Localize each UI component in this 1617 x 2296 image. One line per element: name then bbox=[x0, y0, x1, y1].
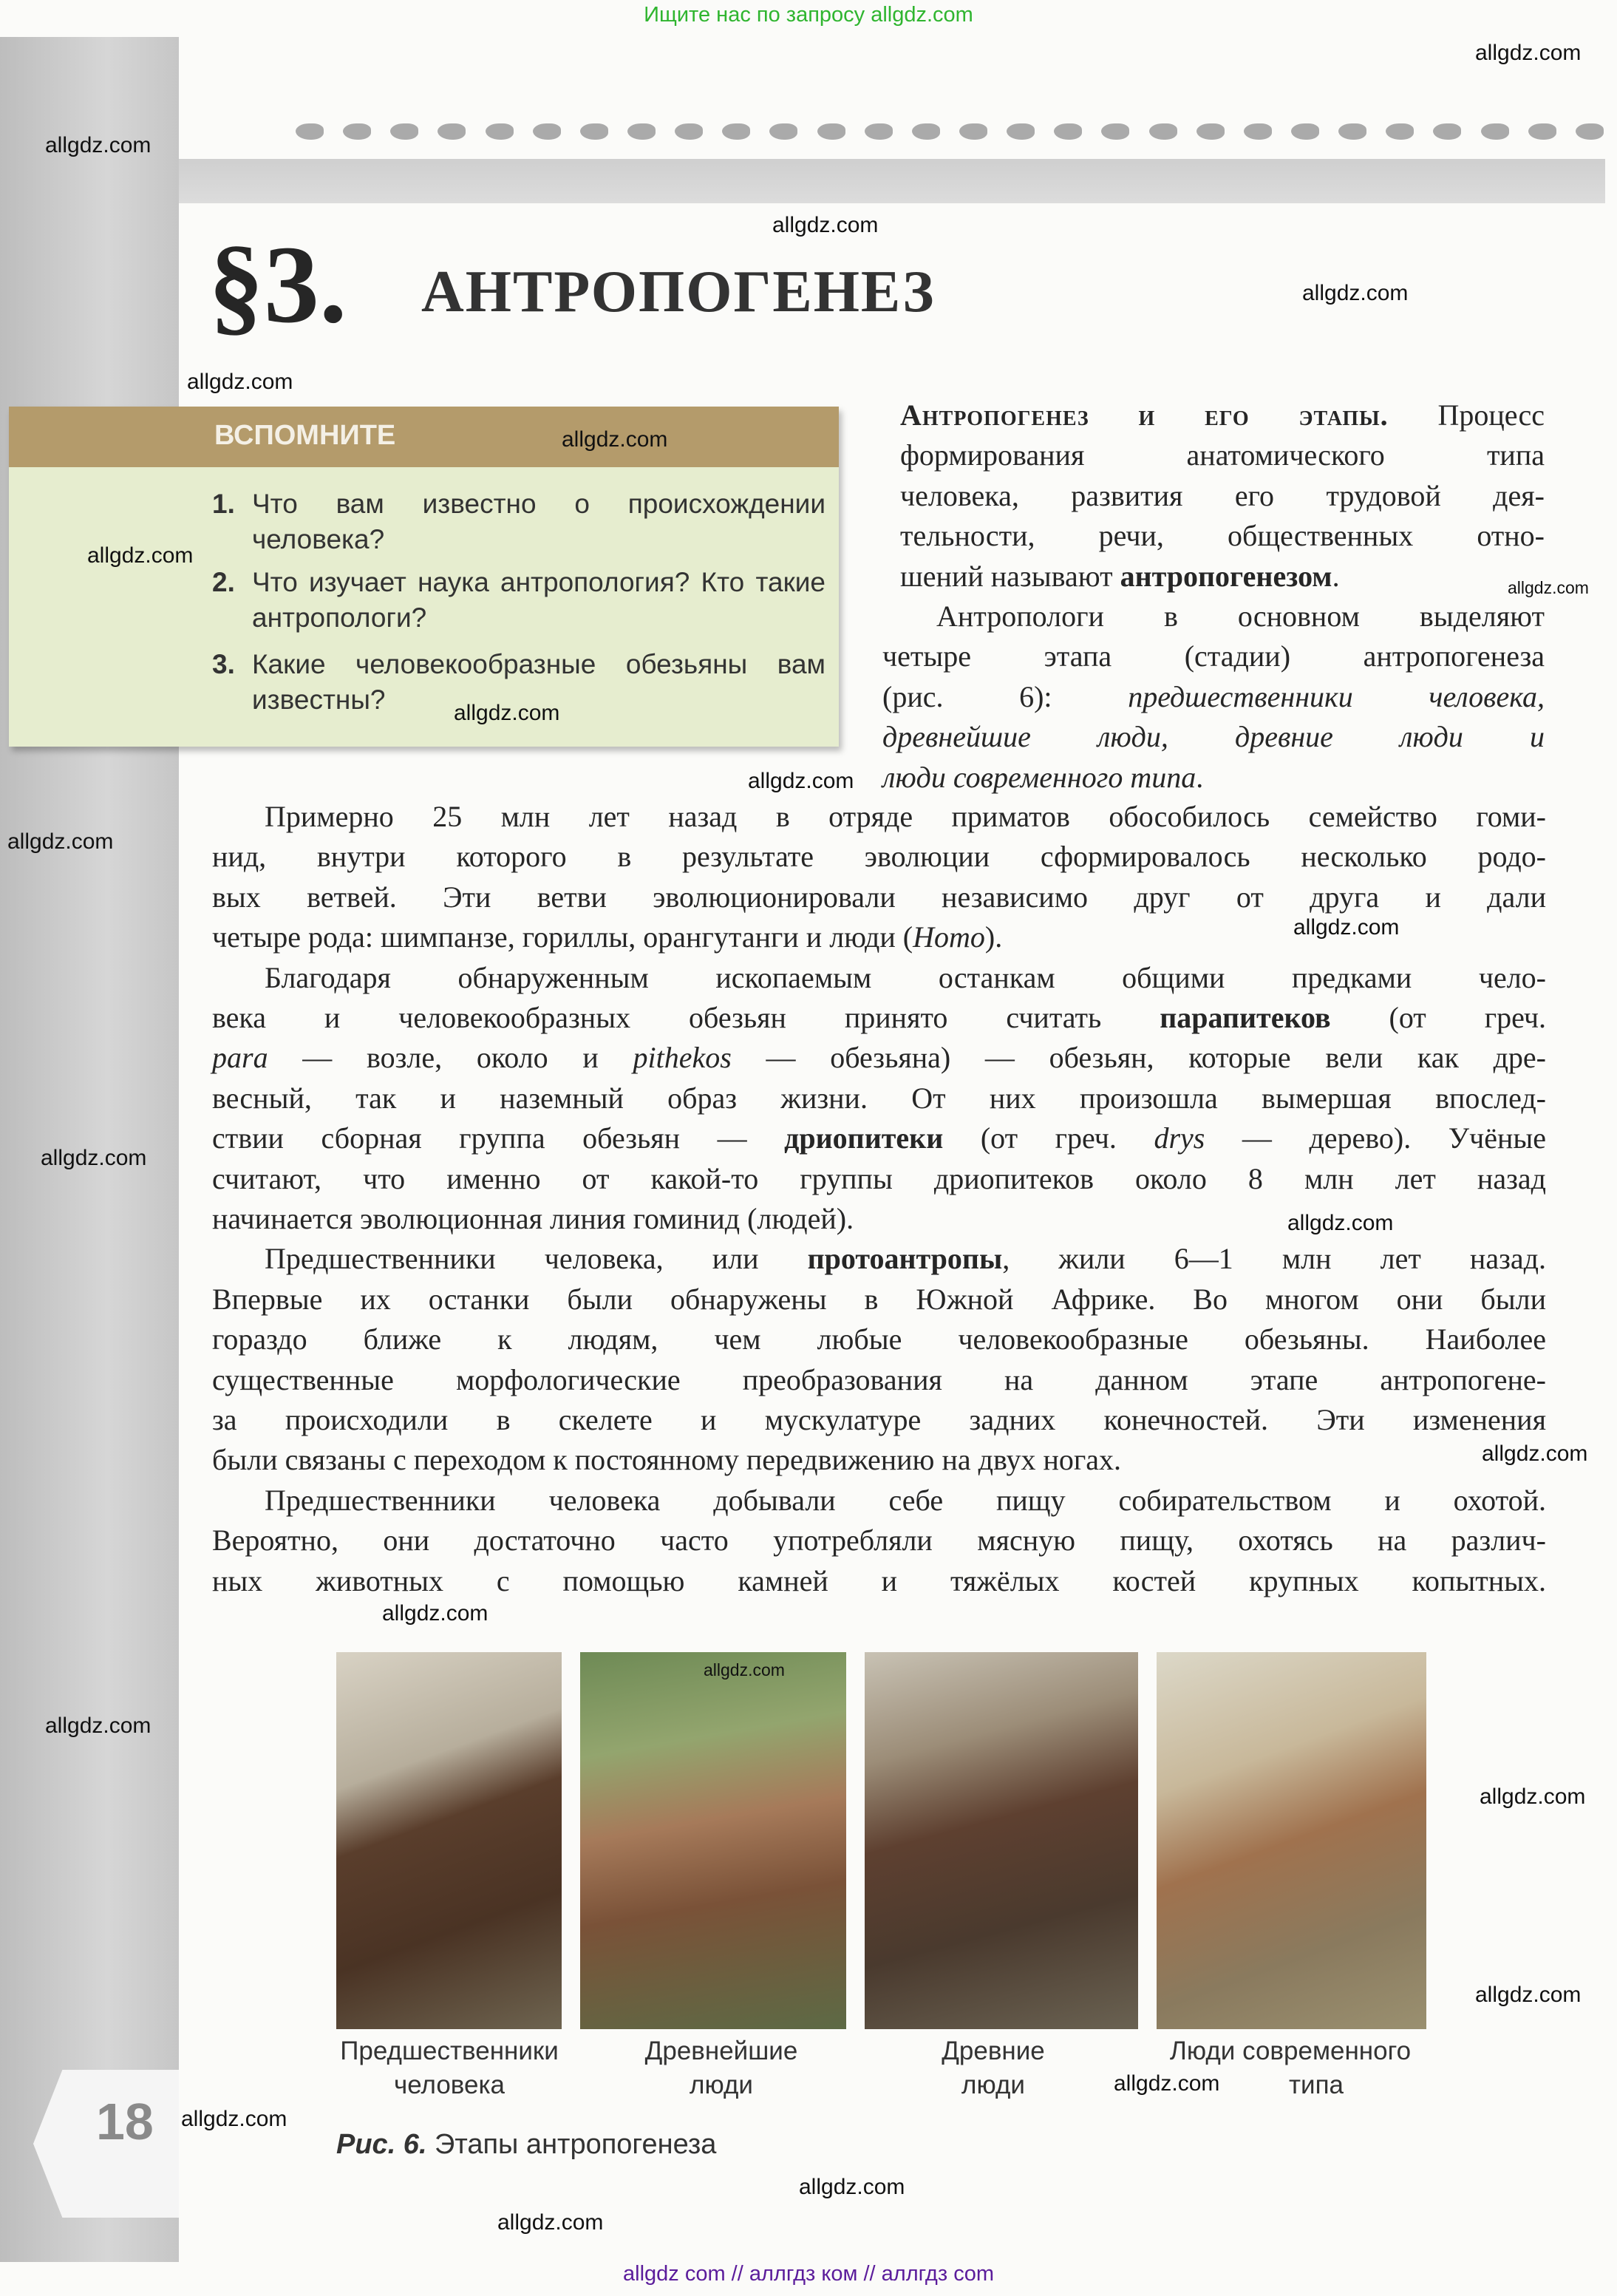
text-segment: Предшественники человека добывали себе пищу собирательством и охотой. bbox=[265, 1483, 1546, 1517]
text-segment: — возле, около и bbox=[268, 1041, 633, 1075]
text-line bbox=[882, 758, 1545, 798]
italic-term: люди современного типа bbox=[882, 760, 1196, 794]
watermark: allgdz.com bbox=[45, 1713, 152, 1738]
text-line bbox=[212, 1319, 1546, 1359]
watermark: allgdz.com bbox=[1287, 1211, 1394, 1235]
text-line bbox=[212, 1280, 1546, 1319]
watermark: allgdz.com bbox=[1293, 915, 1400, 940]
text-segment: считают, что именно от какой-то группы дриопитеков около 8 млн лет назад bbox=[212, 1161, 1546, 1195]
caption-predecessors: Предшественники человека bbox=[340, 2037, 559, 2099]
text-segment: Антропологи в основном выделяют bbox=[936, 600, 1545, 633]
text-segment: ). bbox=[984, 920, 1003, 954]
italic-term: Homo bbox=[913, 920, 985, 954]
watermark: allgdz.com bbox=[187, 370, 293, 394]
site-footer: allgdz com // аллгдз ком // аллгдз com bbox=[623, 2262, 994, 2286]
watermark: allgdz.com bbox=[1475, 1983, 1582, 2007]
text-segment: были связаны с переходом к постоянному передвижению на двух ногах. bbox=[212, 1443, 1122, 1477]
figure-title: Этапы антропогенеза bbox=[426, 2129, 717, 2160]
text-line bbox=[882, 677, 1545, 717]
watermark: allgdz.com bbox=[1480, 1784, 1586, 1809]
text-segment: гораздо ближе к людям, чем любые человекообразные обезьяны. Наиболее bbox=[212, 1322, 1546, 1356]
text-line bbox=[212, 1360, 1546, 1400]
text-line bbox=[900, 395, 1545, 435]
text-segment: . bbox=[1332, 559, 1340, 593]
text-line bbox=[212, 1440, 1546, 1480]
text-segment: шений называют bbox=[900, 559, 1120, 593]
text-segment: вых ветвей. Эти ветви эволюционировали независимо друг от друга и дали bbox=[212, 880, 1546, 914]
page-number: 18 bbox=[96, 2093, 154, 2150]
figure-label: Рис. 6. bbox=[336, 2129, 427, 2160]
watermark: allgdz.com bbox=[772, 213, 879, 237]
text-segment: нид, внутри которого в результате эволюции сформировалось несколько родо- bbox=[212, 840, 1546, 874]
watermark: allgdz.com bbox=[1482, 1441, 1588, 1466]
text-segment: Впервые их останки были обнаружены в Южной Африке. Во многом они были bbox=[212, 1282, 1546, 1316]
question-text: Что изучает наука антропология? Кто такие антропологи? bbox=[252, 567, 825, 633]
watermark: allgdz.com bbox=[454, 701, 560, 725]
watermark: allgdz.com bbox=[382, 1601, 488, 1626]
text-segment: Предшественники человека, или bbox=[265, 1242, 808, 1276]
bold-term: протоантропы bbox=[807, 1242, 1003, 1276]
caption-modern: Люди современного типа bbox=[1169, 2037, 1412, 2099]
text-segment: (от греч. bbox=[943, 1121, 1154, 1155]
italic-term: предшественники человека, bbox=[1128, 679, 1545, 713]
text-segment: за происходили в скелете и мускулатуре задних конечностей. Эти изменения bbox=[212, 1403, 1546, 1436]
subsection-heading: Антропогенез и его этапы. bbox=[900, 398, 1438, 432]
watermark: allgdz.com bbox=[41, 1146, 147, 1170]
text-segment: Примерно 25 млн лет назад в отряде приматов обособилось семейство гоми- bbox=[265, 800, 1546, 833]
text-line bbox=[882, 717, 1545, 757]
figure-caption bbox=[336, 2129, 716, 2161]
bold-term: антропогенезом bbox=[1120, 559, 1332, 593]
watermark: allgdz.com bbox=[1302, 281, 1409, 305]
section-number: §3. bbox=[208, 223, 347, 346]
question-number: 1. bbox=[212, 489, 235, 519]
watermark: allgdz.com bbox=[181, 2107, 287, 2131]
text-line bbox=[900, 476, 1545, 516]
image-ancient-people bbox=[865, 1652, 1138, 2029]
text-segment: существенные морфологические преобразования на данном этапе антропогене- bbox=[212, 1362, 1546, 1396]
question-item bbox=[212, 486, 825, 557]
watermark: allgdz.com bbox=[748, 769, 854, 793]
text-segment: — дерево). Учёные bbox=[1205, 1121, 1546, 1155]
remember-header bbox=[9, 407, 839, 467]
text-line bbox=[265, 1481, 1546, 1521]
text-line bbox=[900, 516, 1545, 556]
text-segment: (рис. 6): bbox=[882, 679, 1129, 713]
site-banner: Ищите нас по запросу allgdz.com bbox=[644, 3, 973, 27]
text-segment: четыре этапа (стадии) антропогенеза bbox=[882, 639, 1545, 673]
watermark: allgdz.com bbox=[562, 427, 668, 452]
text-segment: весный, так и наземный образ жизни. От них произошла вымершая впослед- bbox=[212, 1081, 1546, 1115]
text-segment: , жили 6—1 млн лет назад. bbox=[1002, 1242, 1546, 1276]
text-segment: — обезьяна) — обезьян, которые вели как дре- bbox=[731, 1041, 1547, 1075]
text-line bbox=[212, 1561, 1546, 1601]
image-earliest-people bbox=[580, 1652, 846, 2029]
bold-term: парапитеков bbox=[1160, 1001, 1331, 1034]
text-segment: четыре рода: шимпанзе, гориллы, орангутанги и люди ( bbox=[212, 920, 913, 954]
text-line bbox=[212, 1118, 1546, 1158]
watermark: allgdz.com bbox=[87, 543, 194, 568]
text-segment: Благодаря обнаруженным ископаемым останкам общими предками чело- bbox=[265, 960, 1546, 994]
text-line bbox=[212, 1038, 1546, 1078]
italic-term: drys bbox=[1154, 1121, 1205, 1155]
section-title: АНТРОПОГЕНЕЗ bbox=[421, 259, 936, 325]
image-modern-people bbox=[1157, 1652, 1426, 2029]
text-line bbox=[265, 797, 1546, 837]
image-predecessors bbox=[336, 1652, 562, 2029]
caption-ancient: Древние люди bbox=[942, 2037, 1045, 2099]
italic-term: древнейшие люди, древние люди и bbox=[882, 720, 1545, 754]
watermark: allgdz.com bbox=[7, 829, 114, 854]
text-segment: (от греч. bbox=[1330, 1001, 1546, 1034]
text-line bbox=[265, 1239, 1546, 1279]
text-line bbox=[212, 1400, 1546, 1440]
text-segment: ных животных с помощью камней и тяжёлых костей крупных копытных. bbox=[212, 1563, 1546, 1597]
text-line bbox=[900, 557, 1545, 597]
watermark: allgdz.com bbox=[1508, 578, 1589, 597]
italic-term: pithekos bbox=[633, 1041, 732, 1075]
text-segment: века и человекообразных обезьян принято считать bbox=[212, 1001, 1160, 1034]
text-line bbox=[265, 958, 1546, 998]
header-bar bbox=[179, 159, 1605, 203]
text-line bbox=[212, 1159, 1546, 1199]
text-line bbox=[212, 1079, 1546, 1118]
watermark: allgdz.com bbox=[799, 2175, 905, 2199]
text-segment: начинается эволюционная линия гоминид (людей). bbox=[212, 1202, 854, 1235]
watermark: allgdz.com bbox=[1114, 2071, 1220, 2096]
watermark: allgdz.com bbox=[704, 1660, 785, 1679]
question-text: Что вам известно о происхождении человека? bbox=[252, 489, 825, 554]
text-line bbox=[882, 636, 1545, 676]
text-segment: тельности, речи, общественных отно- bbox=[900, 519, 1545, 553]
text-line bbox=[212, 1521, 1546, 1560]
bold-term: дриопитеки bbox=[784, 1121, 944, 1155]
remember-box bbox=[9, 407, 839, 747]
animal-silhouettes-decoration bbox=[296, 111, 1604, 152]
question-item bbox=[212, 565, 825, 636]
text-line bbox=[936, 597, 1545, 636]
question-text: Какие человекообразные обезьяны вам известны? bbox=[252, 649, 825, 715]
italic-term: para bbox=[212, 1041, 268, 1075]
text-line bbox=[900, 435, 1545, 475]
question-number: 3. bbox=[212, 649, 235, 679]
text-line bbox=[212, 998, 1546, 1038]
text-line bbox=[212, 837, 1546, 877]
question-number: 2. bbox=[212, 567, 235, 597]
text-segment: формирования анатомического типа bbox=[900, 438, 1545, 472]
watermark: allgdz.com bbox=[45, 133, 152, 157]
text-segment: Процесс bbox=[1437, 398, 1545, 432]
text-segment: человека, развития его трудовой дея- bbox=[900, 478, 1545, 512]
text-segment: ствии сборная группа обезьян — bbox=[212, 1121, 785, 1155]
text-line bbox=[212, 877, 1546, 917]
watermark: allgdz.com bbox=[497, 2210, 604, 2235]
caption-earliest: Древнейшие люди bbox=[644, 2037, 798, 2099]
text-segment: Вероятно, они достаточно часто употребляли мясную пищу, охотясь на различ- bbox=[212, 1524, 1546, 1558]
remember-title: ВСПОМНИТЕ bbox=[214, 420, 396, 451]
watermark: allgdz.com bbox=[1475, 41, 1582, 65]
text-segment: . bbox=[1196, 760, 1204, 794]
